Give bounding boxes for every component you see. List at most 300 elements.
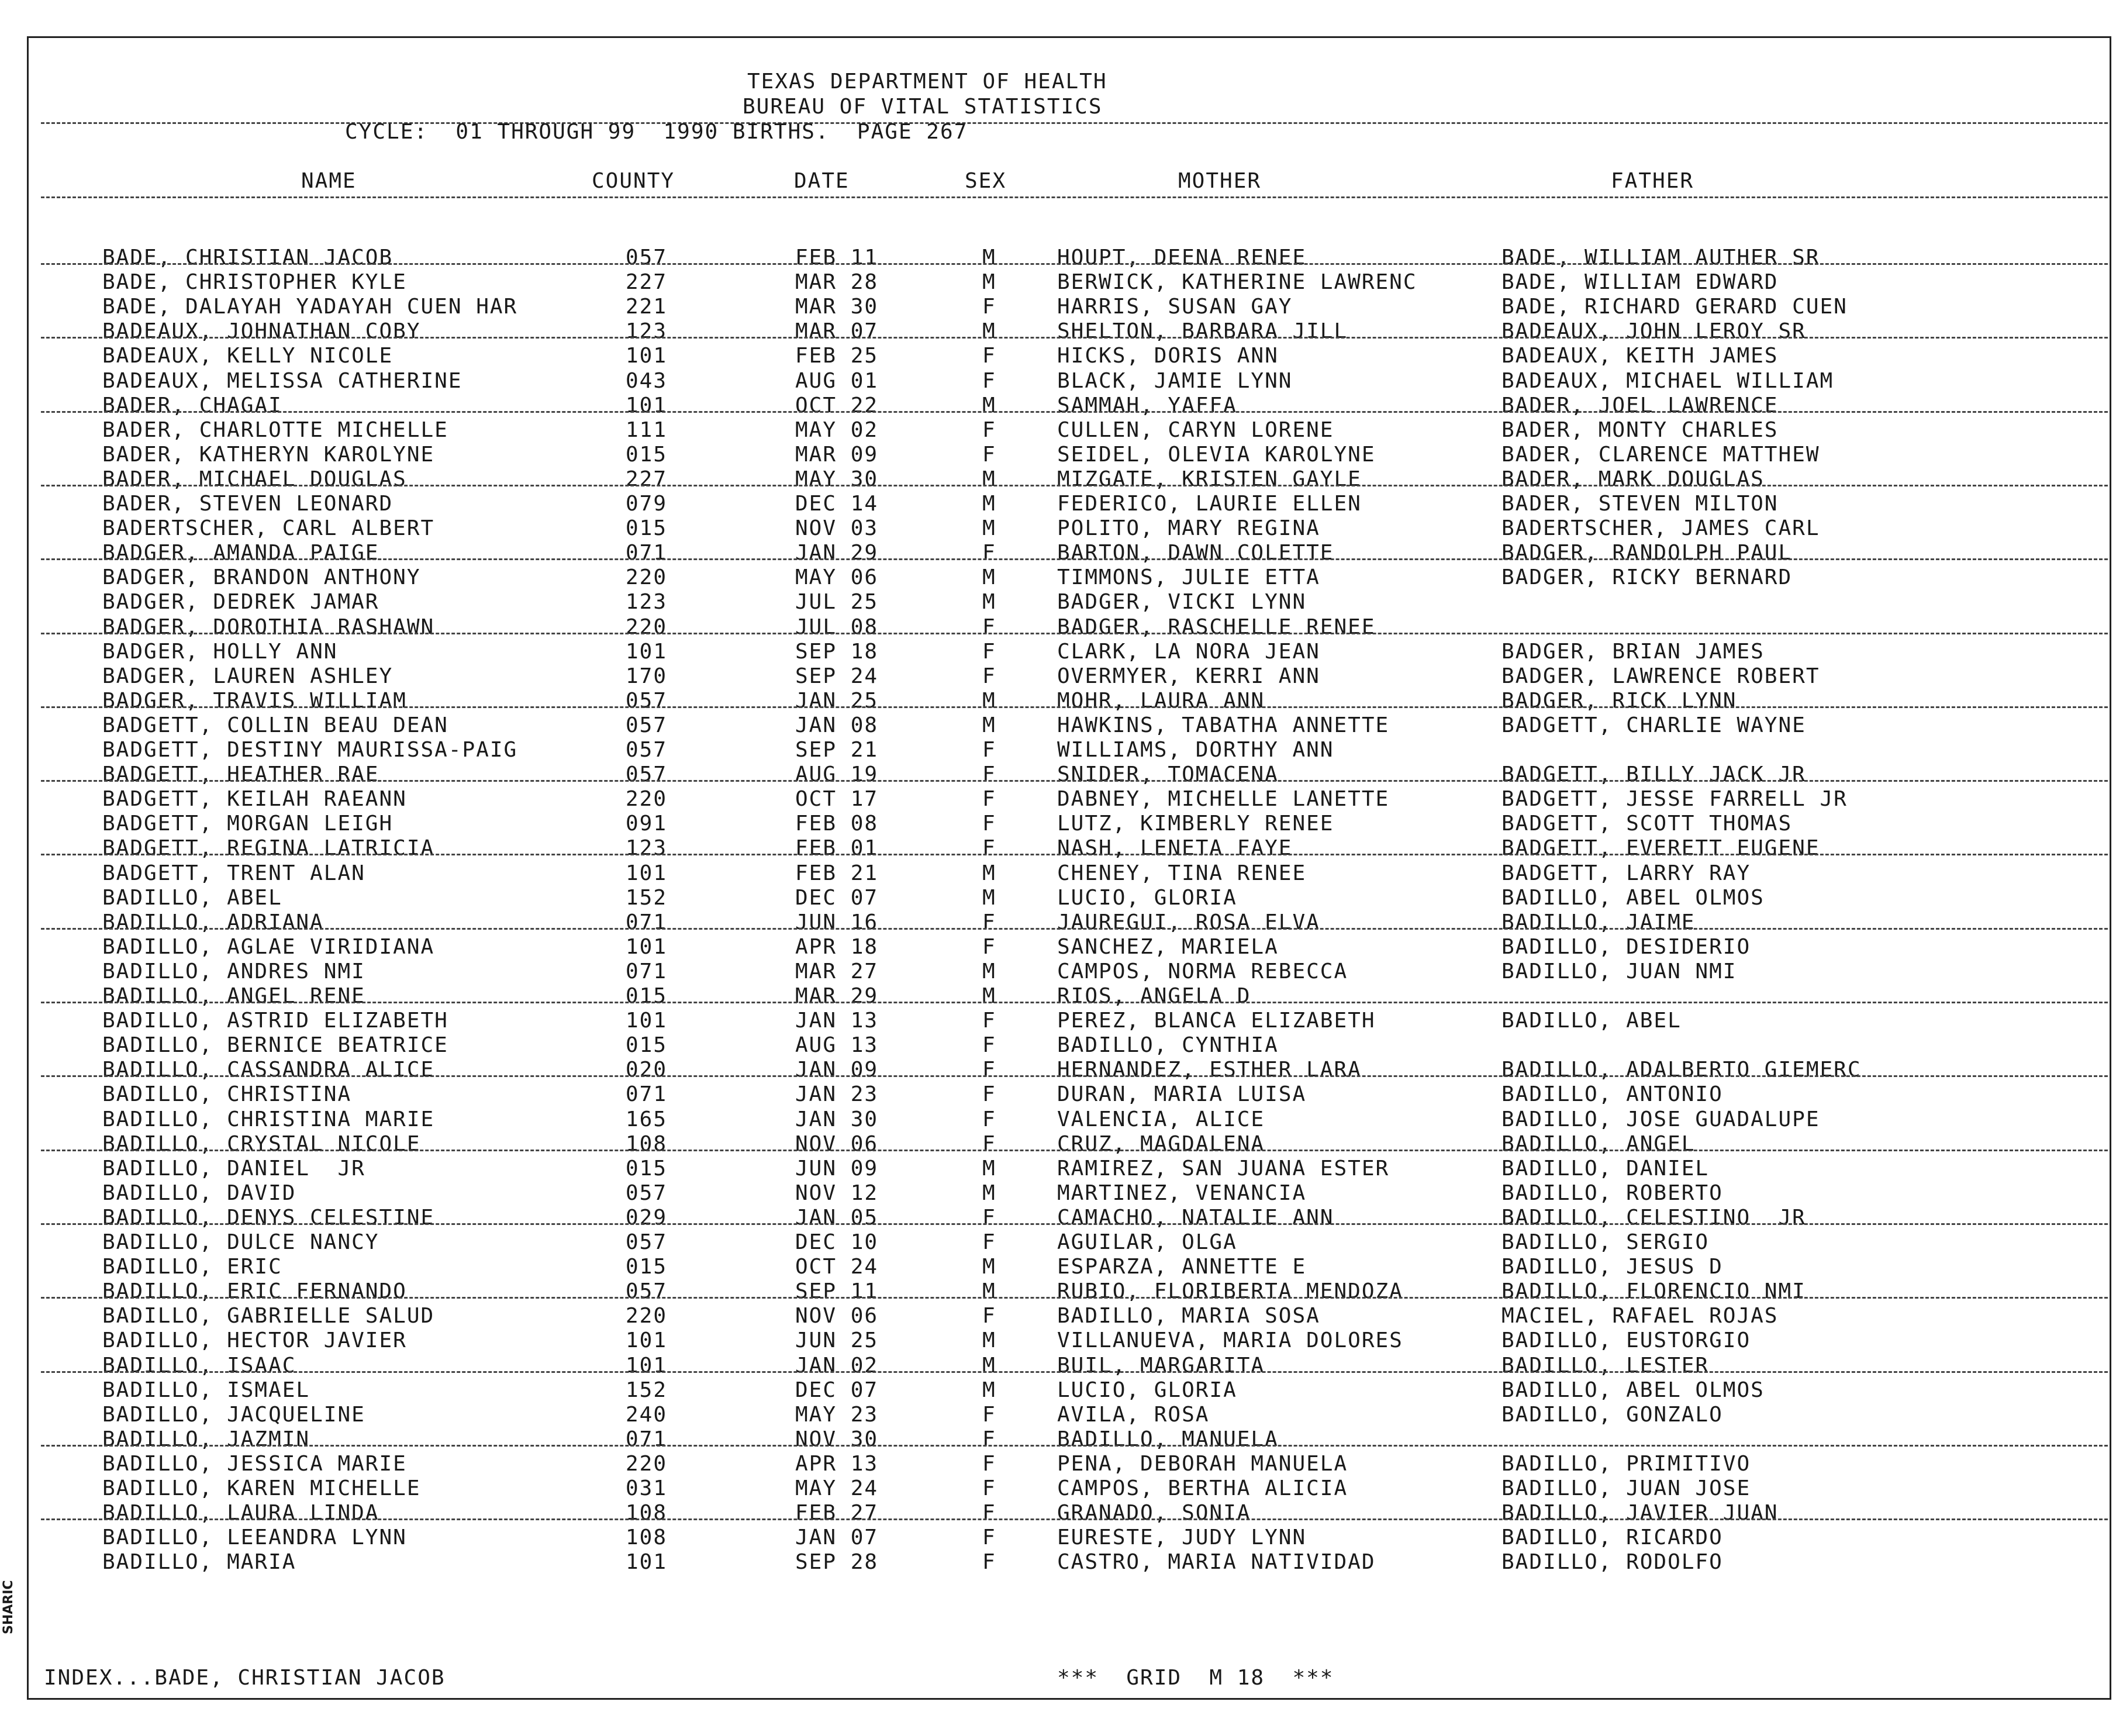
record-mother: AGUILAR, OLGA bbox=[1057, 1230, 1237, 1254]
record-date: JAN 08 bbox=[795, 713, 879, 737]
record-name: BADILLO, AGLAE VIRIDIANA bbox=[102, 934, 435, 959]
record-sex: F bbox=[982, 442, 996, 467]
record-mother: SNIDER, TOMACENA bbox=[1057, 762, 1279, 787]
record-county: 101 bbox=[626, 1353, 668, 1378]
record-name: BADER, MICHAEL DOUGLAS bbox=[102, 467, 407, 491]
record-date: JAN 05 bbox=[795, 1205, 879, 1230]
record-mother: MARTINEZ, VENANCIA bbox=[1057, 1181, 1307, 1205]
record-county: 108 bbox=[626, 1526, 668, 1550]
record-date: FEB 11 bbox=[795, 246, 879, 270]
record-sex: M bbox=[982, 1279, 996, 1304]
record-date: AUG 01 bbox=[795, 368, 879, 393]
record-mother: OVERMYER, KERRI ANN bbox=[1057, 664, 1320, 688]
table-row bbox=[0, 1304, 2116, 1328]
row-separator bbox=[41, 1223, 2108, 1225]
record-date: JAN 25 bbox=[795, 688, 879, 713]
record-county: 170 bbox=[626, 664, 668, 688]
record-mother: VILLANUEVA, MARIA DOLORES bbox=[1057, 1328, 1403, 1353]
table-row bbox=[0, 1058, 2116, 1082]
record-county: 071 bbox=[626, 910, 668, 934]
record-name: BADILLO, DULCE NANCY bbox=[102, 1230, 379, 1254]
record-date: FEB 01 bbox=[795, 836, 879, 861]
record-sex: F bbox=[982, 1082, 996, 1107]
table-row bbox=[0, 615, 2116, 640]
record-sex: F bbox=[982, 1451, 996, 1476]
table-row bbox=[0, 1501, 2116, 1526]
record-father: BADILLO, EUSTORGIO bbox=[1501, 1328, 1751, 1353]
record-name: BADILLO, ANGEL RENE bbox=[102, 984, 365, 1008]
table-row bbox=[0, 1206, 2116, 1230]
record-sex: M bbox=[982, 861, 996, 885]
record-name: BADE, CHRISTOPHER KYLE bbox=[102, 270, 407, 295]
record-sex: M bbox=[982, 984, 996, 1008]
table-row bbox=[0, 394, 2116, 418]
record-sex: F bbox=[982, 836, 996, 861]
record-father: BADILLO, ROBERTO bbox=[1501, 1181, 1723, 1205]
record-sex: F bbox=[982, 934, 996, 959]
table-row bbox=[0, 1403, 2116, 1427]
record-sex: F bbox=[982, 664, 996, 688]
record-date: MAR 07 bbox=[795, 319, 879, 344]
record-date: JAN 30 bbox=[795, 1107, 879, 1131]
record-mother: VALENCIA, ALICE bbox=[1057, 1107, 1265, 1131]
table-row bbox=[0, 1378, 2116, 1403]
record-sex: F bbox=[982, 368, 996, 393]
record-mother: CAMACHO, NATALIE ANN bbox=[1057, 1205, 1334, 1230]
record-sex: M bbox=[982, 1353, 996, 1378]
table-row bbox=[0, 1550, 2116, 1575]
record-name: BADE, CHRISTIAN JACOB bbox=[102, 246, 393, 270]
record-sex: F bbox=[982, 615, 996, 639]
record-mother: WILLIAMS, DORTHY ANN bbox=[1057, 738, 1334, 762]
table-row bbox=[0, 295, 2116, 319]
record-date: MAR 27 bbox=[795, 959, 879, 983]
record-father: MACIEL, RAFAEL ROJAS bbox=[1501, 1304, 1779, 1328]
record-mother: CRUZ, MAGDALENA bbox=[1057, 1131, 1265, 1156]
record-sex: F bbox=[982, 910, 996, 934]
record-father: BADILLO, DESIDERIO bbox=[1501, 934, 1751, 959]
record-mother: CULLEN, CARYN LORENE bbox=[1057, 417, 1334, 442]
record-county: 165 bbox=[626, 1107, 668, 1131]
table-row bbox=[0, 541, 2116, 565]
record-date: SEP 18 bbox=[795, 639, 879, 664]
row-separator bbox=[41, 411, 2108, 413]
record-county: 057 bbox=[626, 1230, 668, 1254]
record-county: 057 bbox=[626, 1279, 668, 1304]
table-row bbox=[0, 935, 2116, 960]
record-date: MAR 28 bbox=[795, 270, 879, 295]
record-name: BADGER, DOROTHIA RASHAWN bbox=[102, 615, 435, 639]
record-name: BADGER, TRAVIS WILLIAM bbox=[102, 688, 407, 713]
record-mother: HOUPT, DEENA RENEE bbox=[1057, 246, 1307, 270]
record-date: OCT 17 bbox=[795, 787, 879, 812]
record-father: BADGETT, LARRY RAY bbox=[1501, 861, 1751, 885]
record-mother: TIMMONS, JULIE ETTA bbox=[1057, 565, 1320, 590]
record-father: BADE, RICHARD GERARD CUEN bbox=[1501, 295, 1848, 319]
record-father: BADILLO, SERGIO bbox=[1501, 1230, 1710, 1254]
record-county: 108 bbox=[626, 1501, 668, 1526]
record-county: 015 bbox=[626, 516, 668, 541]
record-name: BADILLO, ASTRID ELIZABETH bbox=[102, 1009, 448, 1033]
record-date: MAR 29 bbox=[795, 984, 879, 1008]
record-mother: LUCIO, GLORIA bbox=[1057, 1378, 1237, 1402]
record-mother: JAUREGUI, ROSA ELVA bbox=[1057, 910, 1320, 934]
row-separator bbox=[41, 1518, 2108, 1520]
table-row bbox=[0, 689, 2116, 713]
record-date: FEB 27 bbox=[795, 1501, 879, 1526]
table-row bbox=[0, 1181, 2116, 1206]
record-sex: F bbox=[982, 1304, 996, 1328]
record-date: OCT 24 bbox=[795, 1255, 879, 1279]
record-sex: M bbox=[982, 1255, 996, 1279]
record-name: BADILLO, ADRIANA bbox=[102, 910, 324, 934]
record-sex: F bbox=[982, 1402, 996, 1427]
record-date: JAN 23 bbox=[795, 1082, 879, 1107]
record-sex: F bbox=[982, 1476, 996, 1500]
row-separator bbox=[41, 1297, 2108, 1299]
record-name: BADGER, BRANDON ANTHONY bbox=[102, 565, 421, 590]
record-name: BADILLO, KAREN MICHELLE bbox=[102, 1476, 421, 1500]
record-sex: M bbox=[982, 1181, 996, 1205]
record-name: BADER, CHARLOTTE MICHELLE bbox=[102, 417, 448, 442]
record-mother: CAMPOS, BERTHA ALICIA bbox=[1057, 1476, 1348, 1500]
record-date: JAN 13 bbox=[795, 1009, 879, 1033]
record-father: BADILLO, FLORENCIO NMI bbox=[1501, 1279, 1806, 1304]
table-row bbox=[0, 1255, 2116, 1279]
record-name: BADILLO, CHRISTINA MARIE bbox=[102, 1107, 435, 1131]
record-mother: HAWKINS, TABATHA ANNETTE bbox=[1057, 713, 1390, 737]
record-county: 240 bbox=[626, 1402, 668, 1427]
record-sex: F bbox=[982, 295, 996, 319]
record-father: BADGETT, BILLY JACK JR bbox=[1501, 762, 1806, 787]
column-header-rule bbox=[41, 196, 2108, 198]
record-mother: LUCIO, GLORIA bbox=[1057, 885, 1237, 910]
record-mother: MOHR, LAURA ANN bbox=[1057, 688, 1265, 713]
column-header-mother: MOTHER bbox=[1178, 169, 1262, 193]
column-header-sex: SEX bbox=[965, 169, 1007, 193]
record-county: 101 bbox=[626, 1328, 668, 1353]
record-father: BADILLO, RICARDO bbox=[1501, 1526, 1723, 1550]
record-name: BADILLO, HECTOR JAVIER bbox=[102, 1328, 407, 1353]
record-mother: DURAN, MARIA LUISA bbox=[1057, 1082, 1307, 1107]
record-name: BADILLO, ISMAEL bbox=[102, 1378, 310, 1402]
record-sex: M bbox=[982, 319, 996, 344]
record-father: BADILLO, RODOLFO bbox=[1501, 1550, 1723, 1575]
record-county: 015 bbox=[626, 1255, 668, 1279]
row-separator bbox=[41, 1445, 2108, 1447]
record-county: 220 bbox=[626, 565, 668, 590]
column-header-father: FATHER bbox=[1611, 169, 1694, 193]
row-separator bbox=[41, 337, 2108, 339]
record-father: BADILLO, ABEL bbox=[1501, 1009, 1682, 1033]
record-name: BADER, CHAGAI bbox=[102, 393, 282, 417]
record-mother: BARTON, DAWN COLETTE bbox=[1057, 541, 1334, 565]
record-name: BADILLO, ANDRES NMI bbox=[102, 959, 365, 983]
record-father: BADER, MONTY CHARLES bbox=[1501, 417, 1779, 442]
record-date: JUN 16 bbox=[795, 910, 879, 934]
record-father: BADEAUX, MICHAEL WILLIAM bbox=[1501, 368, 1834, 393]
record-mother: HARRIS, SUSAN GAY bbox=[1057, 295, 1293, 319]
record-county: 152 bbox=[626, 885, 668, 910]
record-name: BADGER, LAUREN ASHLEY bbox=[102, 664, 393, 688]
bureau-title: BUREAU OF VITAL STATISTICS bbox=[743, 95, 1103, 119]
record-county: 015 bbox=[626, 1033, 668, 1058]
row-separator bbox=[41, 706, 2108, 708]
record-date: NOV 12 bbox=[795, 1181, 879, 1205]
record-mother: DABNEY, MICHELLE LANETTE bbox=[1057, 787, 1390, 812]
record-date: MAY 06 bbox=[795, 565, 879, 590]
record-mother: BADILLO, MARIA SOSA bbox=[1057, 1304, 1320, 1328]
table-row bbox=[0, 836, 2116, 861]
record-sex: F bbox=[982, 1009, 996, 1033]
record-mother: BADILLO, MANUELA bbox=[1057, 1427, 1279, 1451]
record-county: 071 bbox=[626, 1082, 668, 1107]
record-mother: LUTZ, KIMBERLY RENEE bbox=[1057, 812, 1334, 836]
record-mother: BADGER, RASCHELLE RENEE bbox=[1057, 615, 1376, 639]
record-father: BADILLO, CELESTINO JR bbox=[1501, 1205, 1806, 1230]
row-separator bbox=[41, 1371, 2108, 1373]
record-father: BADILLO, JESUS D bbox=[1501, 1255, 1723, 1279]
table-row bbox=[0, 664, 2116, 689]
table-row bbox=[0, 861, 2116, 886]
record-sex: F bbox=[982, 738, 996, 762]
record-mother: BUIL, MARGARITA bbox=[1057, 1353, 1265, 1378]
grid-line: *** GRID M 18 *** bbox=[1057, 1666, 1334, 1690]
record-sex: F bbox=[982, 812, 996, 836]
record-sex: F bbox=[982, 1526, 996, 1550]
record-name: BADILLO, JESSICA MARIE bbox=[102, 1451, 407, 1476]
record-county: 071 bbox=[626, 1427, 668, 1451]
record-name: BADGETT, HEATHER RAE bbox=[102, 762, 379, 787]
record-county: 101 bbox=[626, 393, 668, 417]
table-row bbox=[0, 1328, 2116, 1353]
record-county: 031 bbox=[626, 1476, 668, 1500]
record-date: MAY 30 bbox=[795, 467, 879, 491]
record-county: 071 bbox=[626, 541, 668, 565]
record-date: NOV 03 bbox=[795, 516, 879, 541]
record-name: BADEAUX, JOHNATHAN COBY bbox=[102, 319, 421, 344]
record-date: JAN 09 bbox=[795, 1058, 879, 1082]
record-sex: M bbox=[982, 713, 996, 737]
index-line: INDEX...BADE, CHRISTIAN JACOB bbox=[44, 1666, 446, 1690]
table-row bbox=[0, 1082, 2116, 1107]
record-date: AUG 19 bbox=[795, 762, 879, 787]
record-sex: F bbox=[982, 1501, 996, 1526]
row-separator bbox=[41, 1150, 2108, 1151]
record-county: 101 bbox=[626, 1009, 668, 1033]
column-header-county: COUNTY bbox=[592, 169, 675, 193]
record-name: BADILLO, DANIEL JR bbox=[102, 1156, 365, 1181]
record-county: 123 bbox=[626, 590, 668, 615]
record-date: JUN 09 bbox=[795, 1156, 879, 1181]
table-row bbox=[0, 492, 2116, 516]
table-row bbox=[0, 960, 2116, 984]
record-name: BADILLO, ERIC FERNANDO bbox=[102, 1279, 407, 1304]
table-row bbox=[0, 1132, 2116, 1157]
record-father: BADGETT, CHARLIE WAYNE bbox=[1501, 713, 1806, 737]
record-name: BADEAUX, MELISSA CATHERINE bbox=[102, 368, 462, 393]
record-father: BADE, WILLIAM EDWARD bbox=[1501, 270, 1779, 295]
record-county: 152 bbox=[626, 1378, 668, 1402]
record-father: BADGER, RANDOLPH PAUL bbox=[1501, 541, 1793, 565]
record-name: BADILLO, GABRIELLE SALUD bbox=[102, 1304, 435, 1328]
record-mother: RUBIO, FLORIBERTA MENDOZA bbox=[1057, 1279, 1403, 1304]
record-mother: CLARK, LA NORA JEAN bbox=[1057, 639, 1320, 664]
side-mark: SHARIC bbox=[1, 1580, 16, 1634]
record-mother: CHENEY, TINA RENEE bbox=[1057, 861, 1307, 885]
record-sex: F bbox=[982, 1131, 996, 1156]
record-county: 091 bbox=[626, 812, 668, 836]
record-father: BADEAUX, JOHN LEROY SR bbox=[1501, 319, 1806, 344]
table-row bbox=[0, 640, 2116, 664]
record-name: BADER, STEVEN LEONARD bbox=[102, 492, 393, 516]
record-mother: CASTRO, MARIA NATIVIDAD bbox=[1057, 1550, 1376, 1575]
record-father: BADILLO, GONZALO bbox=[1501, 1402, 1723, 1427]
record-sex: M bbox=[982, 393, 996, 417]
record-county: 101 bbox=[626, 639, 668, 664]
record-mother: SHELTON, BARBARA JILL bbox=[1057, 319, 1348, 344]
record-father: BADGER, LAWRENCE ROBERT bbox=[1501, 664, 1820, 688]
record-name: BADILLO, LEEANDRA LYNN bbox=[102, 1526, 407, 1550]
record-county: 101 bbox=[626, 344, 668, 368]
record-sex: F bbox=[982, 1230, 996, 1254]
record-sex: M bbox=[982, 1328, 996, 1353]
record-sex: M bbox=[982, 516, 996, 541]
record-name: BADILLO, DAVID bbox=[102, 1181, 296, 1205]
record-father: BADILLO, ADALBERTO GIEMERC bbox=[1501, 1058, 1862, 1082]
record-name: BADGETT, TRENT ALAN bbox=[102, 861, 365, 885]
record-sex: F bbox=[982, 639, 996, 664]
record-date: APR 18 bbox=[795, 934, 879, 959]
record-father: BADILLO, ANGEL bbox=[1501, 1131, 1696, 1156]
table-row bbox=[0, 516, 2116, 541]
record-sex: F bbox=[982, 417, 996, 442]
record-county: 057 bbox=[626, 713, 668, 737]
record-name: BADEAUX, KELLY NICOLE bbox=[102, 344, 393, 368]
row-separator bbox=[41, 1075, 2108, 1077]
record-county: 221 bbox=[626, 295, 668, 319]
cycle-line: CYCLE: 01 THROUGH 99 1990 BIRTHS. PAGE 267 bbox=[345, 120, 968, 144]
record-date: MAR 09 bbox=[795, 442, 879, 467]
record-date: MAR 30 bbox=[795, 295, 879, 319]
record-date: JUN 25 bbox=[795, 1328, 879, 1353]
record-father: BADGER, RICK LYNN bbox=[1501, 688, 1737, 713]
record-mother: SANCHEZ, MARIELA bbox=[1057, 934, 1279, 959]
record-name: BADILLO, CRYSTAL NICOLE bbox=[102, 1131, 421, 1156]
row-separator bbox=[41, 1002, 2108, 1003]
record-county: 057 bbox=[626, 246, 668, 270]
record-date: FEB 21 bbox=[795, 861, 879, 885]
record-mother: PENA, DEBORAH MANUELA bbox=[1057, 1451, 1348, 1476]
record-mother: FEDERICO, LAURIE ELLEN bbox=[1057, 492, 1362, 516]
record-father: BADILLO, JUAN JOSE bbox=[1501, 1476, 1751, 1500]
record-mother: MIZGATE, KRISTEN GAYLE bbox=[1057, 467, 1362, 491]
record-father: BADILLO, ABEL OLMOS bbox=[1501, 885, 1765, 910]
record-name: BADILLO, ERIC bbox=[102, 1255, 282, 1279]
record-father: BADILLO, JAVIER JUAN bbox=[1501, 1501, 1779, 1526]
record-name: BADILLO, ISAAC bbox=[102, 1353, 296, 1378]
table-row bbox=[0, 467, 2116, 492]
record-date: FEB 08 bbox=[795, 812, 879, 836]
record-county: 220 bbox=[626, 615, 668, 639]
record-father: BADER, JOEL LAWRENCE bbox=[1501, 393, 1779, 417]
record-father: BADGETT, SCOTT THOMAS bbox=[1501, 812, 1793, 836]
table-row bbox=[0, 443, 2116, 467]
record-date: SEP 11 bbox=[795, 1279, 879, 1304]
record-county: 108 bbox=[626, 1131, 668, 1156]
record-sex: M bbox=[982, 467, 996, 491]
record-mother: PEREZ, BLANCA ELIZABETH bbox=[1057, 1009, 1376, 1033]
table-row bbox=[0, 984, 2116, 1009]
record-name: BADILLO, ABEL bbox=[102, 885, 282, 910]
record-county: 123 bbox=[626, 836, 668, 861]
record-father: BADILLO, ANTONIO bbox=[1501, 1082, 1723, 1107]
agency-title: TEXAS DEPARTMENT OF HEALTH bbox=[747, 70, 1107, 94]
record-sex: F bbox=[982, 344, 996, 368]
record-date: SEP 28 bbox=[795, 1550, 879, 1575]
table-row bbox=[0, 738, 2116, 762]
record-date: JAN 07 bbox=[795, 1526, 879, 1550]
record-mother: HICKS, DORIS ANN bbox=[1057, 344, 1279, 368]
record-county: 057 bbox=[626, 738, 668, 762]
record-sex: F bbox=[982, 1427, 996, 1451]
record-father: BADGETT, JESSE FARRELL JR bbox=[1501, 787, 1848, 812]
row-separator bbox=[41, 928, 2108, 930]
record-date: DEC 07 bbox=[795, 1378, 879, 1402]
table-row bbox=[0, 418, 2116, 443]
record-name: BADILLO, CHRISTINA bbox=[102, 1082, 352, 1107]
table-row bbox=[0, 1427, 2116, 1452]
record-mother: RAMIREZ, SAN JUANA ESTER bbox=[1057, 1156, 1390, 1181]
record-father: BADER, STEVEN MILTON bbox=[1501, 492, 1779, 516]
record-date: NOV 30 bbox=[795, 1427, 879, 1451]
row-separator bbox=[41, 558, 2108, 560]
record-date: DEC 14 bbox=[795, 492, 879, 516]
row-separator bbox=[41, 263, 2108, 265]
record-name: BADGER, DEDREK JAMAR bbox=[102, 590, 379, 615]
record-sex: F bbox=[982, 1107, 996, 1131]
record-mother: HERNANDEZ, ESTHER LARA bbox=[1057, 1058, 1362, 1082]
record-mother: SEIDEL, OLEVIA KAROLYNE bbox=[1057, 442, 1376, 467]
row-separator bbox=[41, 485, 2108, 486]
record-father: BADGER, BRIAN JAMES bbox=[1501, 639, 1765, 664]
record-county: 079 bbox=[626, 492, 668, 516]
table-row bbox=[0, 1230, 2116, 1255]
record-name: BADGETT, COLLIN BEAU DEAN bbox=[102, 713, 448, 737]
table-row bbox=[0, 590, 2116, 615]
record-name: BADER, KATHERYN KAROLYNE bbox=[102, 442, 435, 467]
row-separator bbox=[41, 854, 2108, 855]
record-county: 123 bbox=[626, 319, 668, 344]
record-name: BADILLO, DENYS CELESTINE bbox=[102, 1205, 435, 1230]
table-row bbox=[0, 762, 2116, 787]
table-row bbox=[0, 344, 2116, 368]
record-date: SEP 21 bbox=[795, 738, 879, 762]
record-county: 043 bbox=[626, 368, 668, 393]
record-date: OCT 22 bbox=[795, 393, 879, 417]
column-header-name: NAME bbox=[301, 169, 357, 193]
record-county: 101 bbox=[626, 1550, 668, 1575]
record-name: BADE, DALAYAH YADAYAH CUEN HAR bbox=[102, 295, 518, 319]
record-county: 071 bbox=[626, 959, 668, 983]
record-sex: M bbox=[982, 246, 996, 270]
record-sex: M bbox=[982, 959, 996, 983]
record-name: BADGER, AMANDA PAIGE bbox=[102, 541, 379, 565]
record-sex: F bbox=[982, 787, 996, 812]
record-mother: GRANADO, SONIA bbox=[1057, 1501, 1251, 1526]
record-sex: F bbox=[982, 1205, 996, 1230]
record-mother: BLACK, JAMIE LYNN bbox=[1057, 368, 1293, 393]
